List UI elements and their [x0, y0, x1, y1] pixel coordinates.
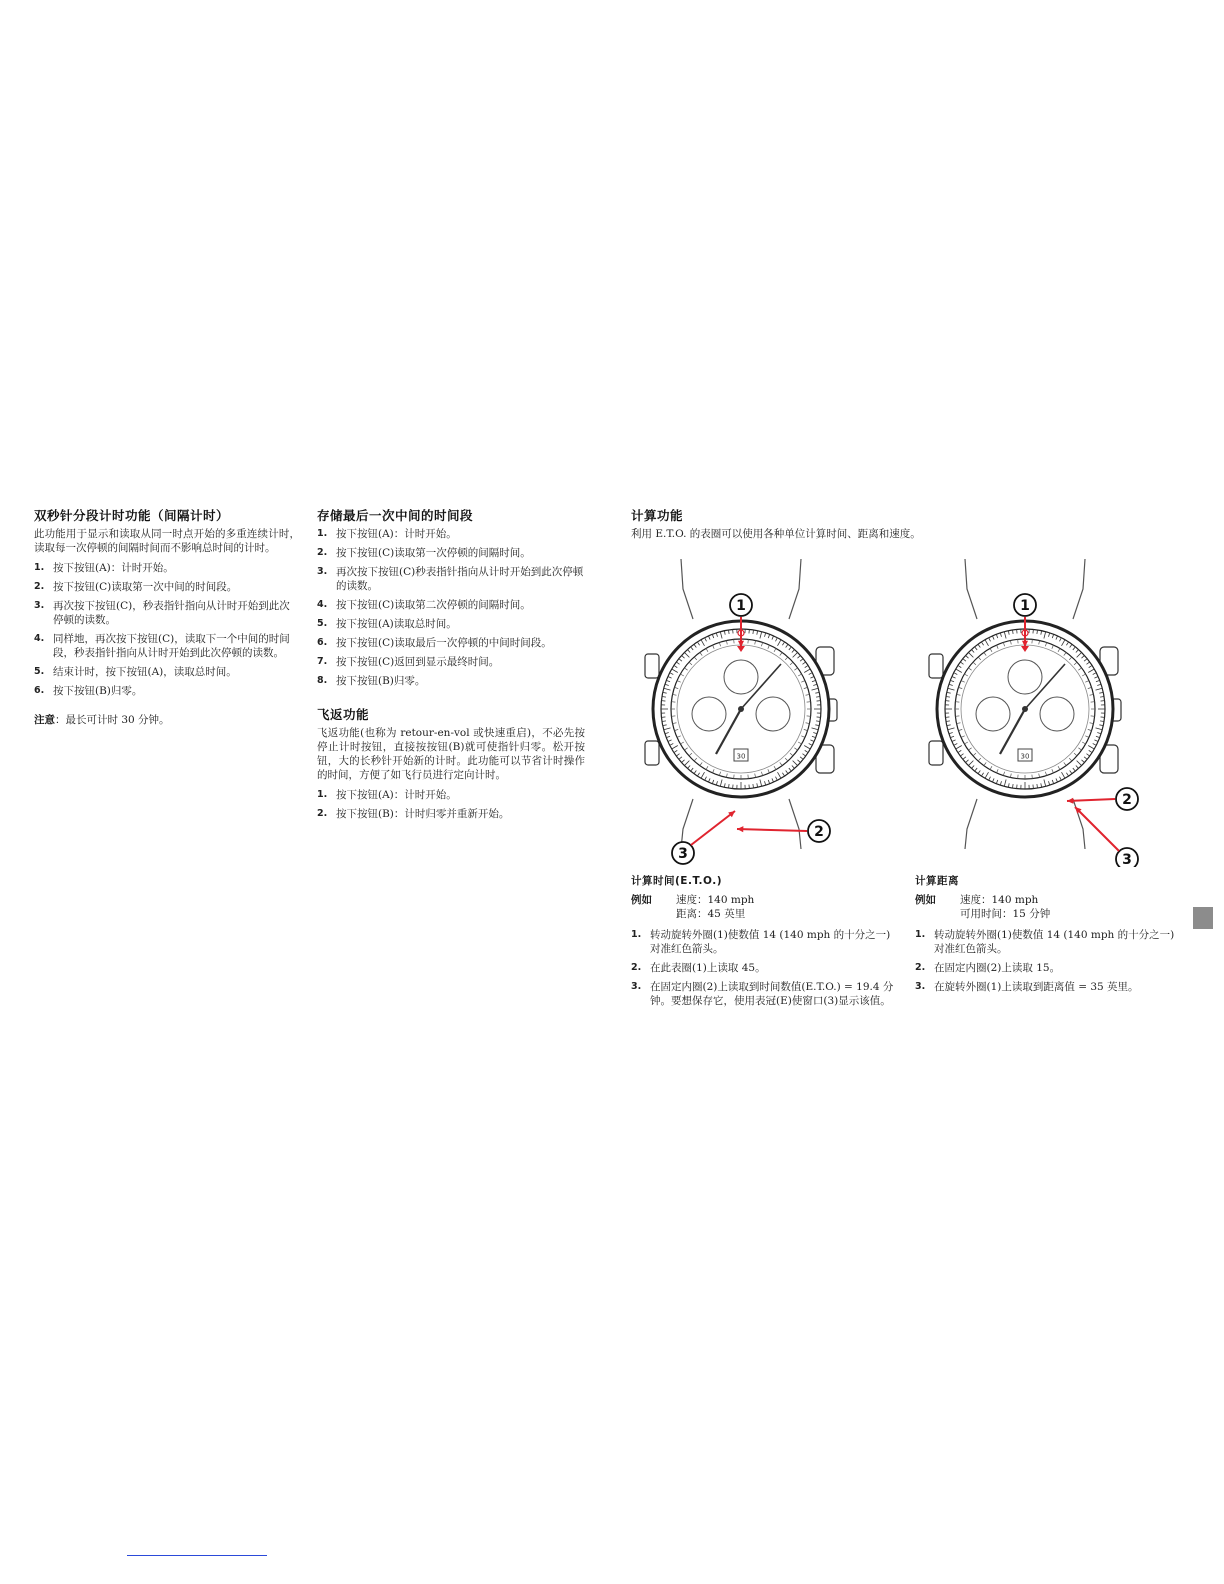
note [34, 712, 300, 727]
step-item: 4. 同样地，再次按下按钮(C)，读取下一个中间的时间段，秒表指针指向从计时开始到此次停顿的读数。 [34, 633, 290, 659]
subsection-title: 计算距离 [915, 875, 959, 887]
step-item: 3. 再次按下按钮(C)，秒表指针指向从计时开始到此次停顿的读数。 [34, 600, 290, 626]
step-item: 3. 在固定内圈(2)上读取到时间数值(E.T.O.) = 19.4 分钟。要想保存它，使用表冠(E)使窗口(3)显示该值。 [631, 981, 894, 1007]
callout-number: 1 [1020, 598, 1030, 614]
eto-calculation [631, 873, 901, 1013]
callout-number: 2 [814, 824, 824, 840]
watch-diagrams [631, 549, 1211, 867]
example-label: 例如 [915, 894, 936, 906]
step-item: 1. 转动旋转外圈(1)使数值 14 (140 mph 的十分之一) 对准红色箭头。 [915, 929, 1175, 955]
store-last-split-section [317, 506, 585, 826]
step-item: 5. 结束计时，按下按钮(A)，读取总时间。 [34, 666, 237, 678]
callout-arrow [737, 829, 807, 831]
section-title: 双秒针分段计时功能（间隔计时） [34, 508, 230, 523]
callout-number: 3 [678, 846, 688, 862]
watch-diagram-eto [631, 549, 871, 867]
step-item: 2. 按下按钮(C)读取第一次中间的时间段。 [34, 581, 238, 593]
left-pusher [645, 654, 659, 678]
callout-arrow [1075, 807, 1119, 851]
callout-number: 3 [1122, 852, 1132, 867]
step-item: 2. 按下按钮(B)：计时归零并重新开始。 [317, 808, 510, 820]
step-item: 1. 按下按钮(A)：计时开始。 [317, 789, 457, 801]
callout-arrow [1067, 799, 1115, 801]
steps-list [915, 928, 1185, 994]
section-intro: 此功能用于显示和读取从同一时点开始的多重连续计时，读取每一次停顿的间隔时间而不影响总时间的计时。 [34, 528, 300, 554]
steps-list [34, 561, 300, 698]
center-pin [1022, 706, 1028, 712]
example-line: 可用时间：15 分钟 [960, 908, 1051, 920]
step-item: 7. 按下按钮(C)返回到显示最终时间。 [317, 656, 500, 668]
date-window-value: 30 [1020, 752, 1030, 761]
step-item: 1. 转动旋转外圈(1)使数值 14 (140 mph 的十分之一) 对准红色箭头。 [631, 929, 891, 955]
flyback-title: 飞返功能 [317, 707, 370, 722]
center-pin [738, 706, 744, 712]
step-item: 2. 按下按钮(C)读取第一次停顿的间隔时间。 [317, 547, 531, 559]
flyback-steps-list [317, 788, 585, 821]
step-item: 1. 按下按钮(A)：计时开始。 [34, 562, 174, 574]
section-title: 存储最后一次中间的时间段 [317, 508, 474, 523]
callout-arrow [691, 811, 735, 845]
distance-calculation [915, 873, 1185, 1013]
callout-number: 1 [736, 598, 746, 614]
steps-list [317, 527, 585, 688]
left-pusher [929, 741, 943, 765]
interval-timing-section [34, 506, 300, 727]
callout-number: 2 [1122, 792, 1132, 808]
example-block [631, 893, 901, 921]
step-item: 8. 按下按钮(B)归零。 [317, 675, 426, 687]
page-side-tab [1193, 907, 1213, 929]
callout-arrowhead [1067, 798, 1073, 804]
left-pusher [645, 741, 659, 765]
step-item: 2. 在此表圈(1)上读取 45。 [631, 962, 766, 974]
example-line: 速度：140 mph [676, 894, 755, 906]
example-block [915, 893, 1185, 921]
note-text: ：最长可计时 30 分钟。 [55, 714, 170, 726]
left-pusher [929, 654, 943, 678]
calculation-section [631, 506, 1211, 1013]
step-item: 3. 在旋转外圈(1)上读取到距离值 = 35 英里。 [915, 981, 1139, 993]
step-item: 6. 按下按钮(C)读取最后一次停顿的中间时间段。 [317, 637, 552, 649]
steps-list [631, 928, 901, 1008]
step-item: 1. 按下按钮(A)：计时开始。 [317, 528, 457, 540]
step-item: 6. 按下按钮(B)归零。 [34, 685, 143, 697]
note-label: 注意 [34, 714, 55, 726]
footer-link-underline [127, 1555, 267, 1556]
step-item: 4. 按下按钮(C)读取第二次停顿的间隔时间。 [317, 599, 531, 611]
callout-arrowhead [737, 826, 743, 832]
example-label: 例如 [631, 894, 652, 906]
flyback-intro: 飞返功能(也称为 retour-en-vol 或快速重启)，不必先按停止计时按钮，直接按按钮(B)就可使指针归零。松开按钮，大的长秒针开始新的计时。此功能可以节省计时操作的时间，方便了如飞行员进行定向计时。 [317, 727, 585, 781]
date-window-value: 30 [736, 752, 746, 761]
watch-diagram-distance [915, 549, 1155, 867]
step-item: 3. 再次按下按钮(C)秒表指针指向从计时开始到此次停顿的读数。 [317, 566, 584, 592]
step-item: 2. 在固定内圈(2)上读取 15。 [915, 962, 1061, 974]
example-line: 速度：140 mph [960, 894, 1039, 906]
step-item: 5. 按下按钮(A)读取总时间。 [317, 618, 457, 630]
example-line: 距离：45 英里 [676, 908, 746, 920]
section-intro: 利用 E.T.O. 的表圈可以使用各种单位计算时间、距离和速度。 [631, 528, 921, 540]
subsection-title: 计算时间(E.T.O.) [631, 875, 722, 887]
section-title: 计算功能 [631, 508, 684, 523]
